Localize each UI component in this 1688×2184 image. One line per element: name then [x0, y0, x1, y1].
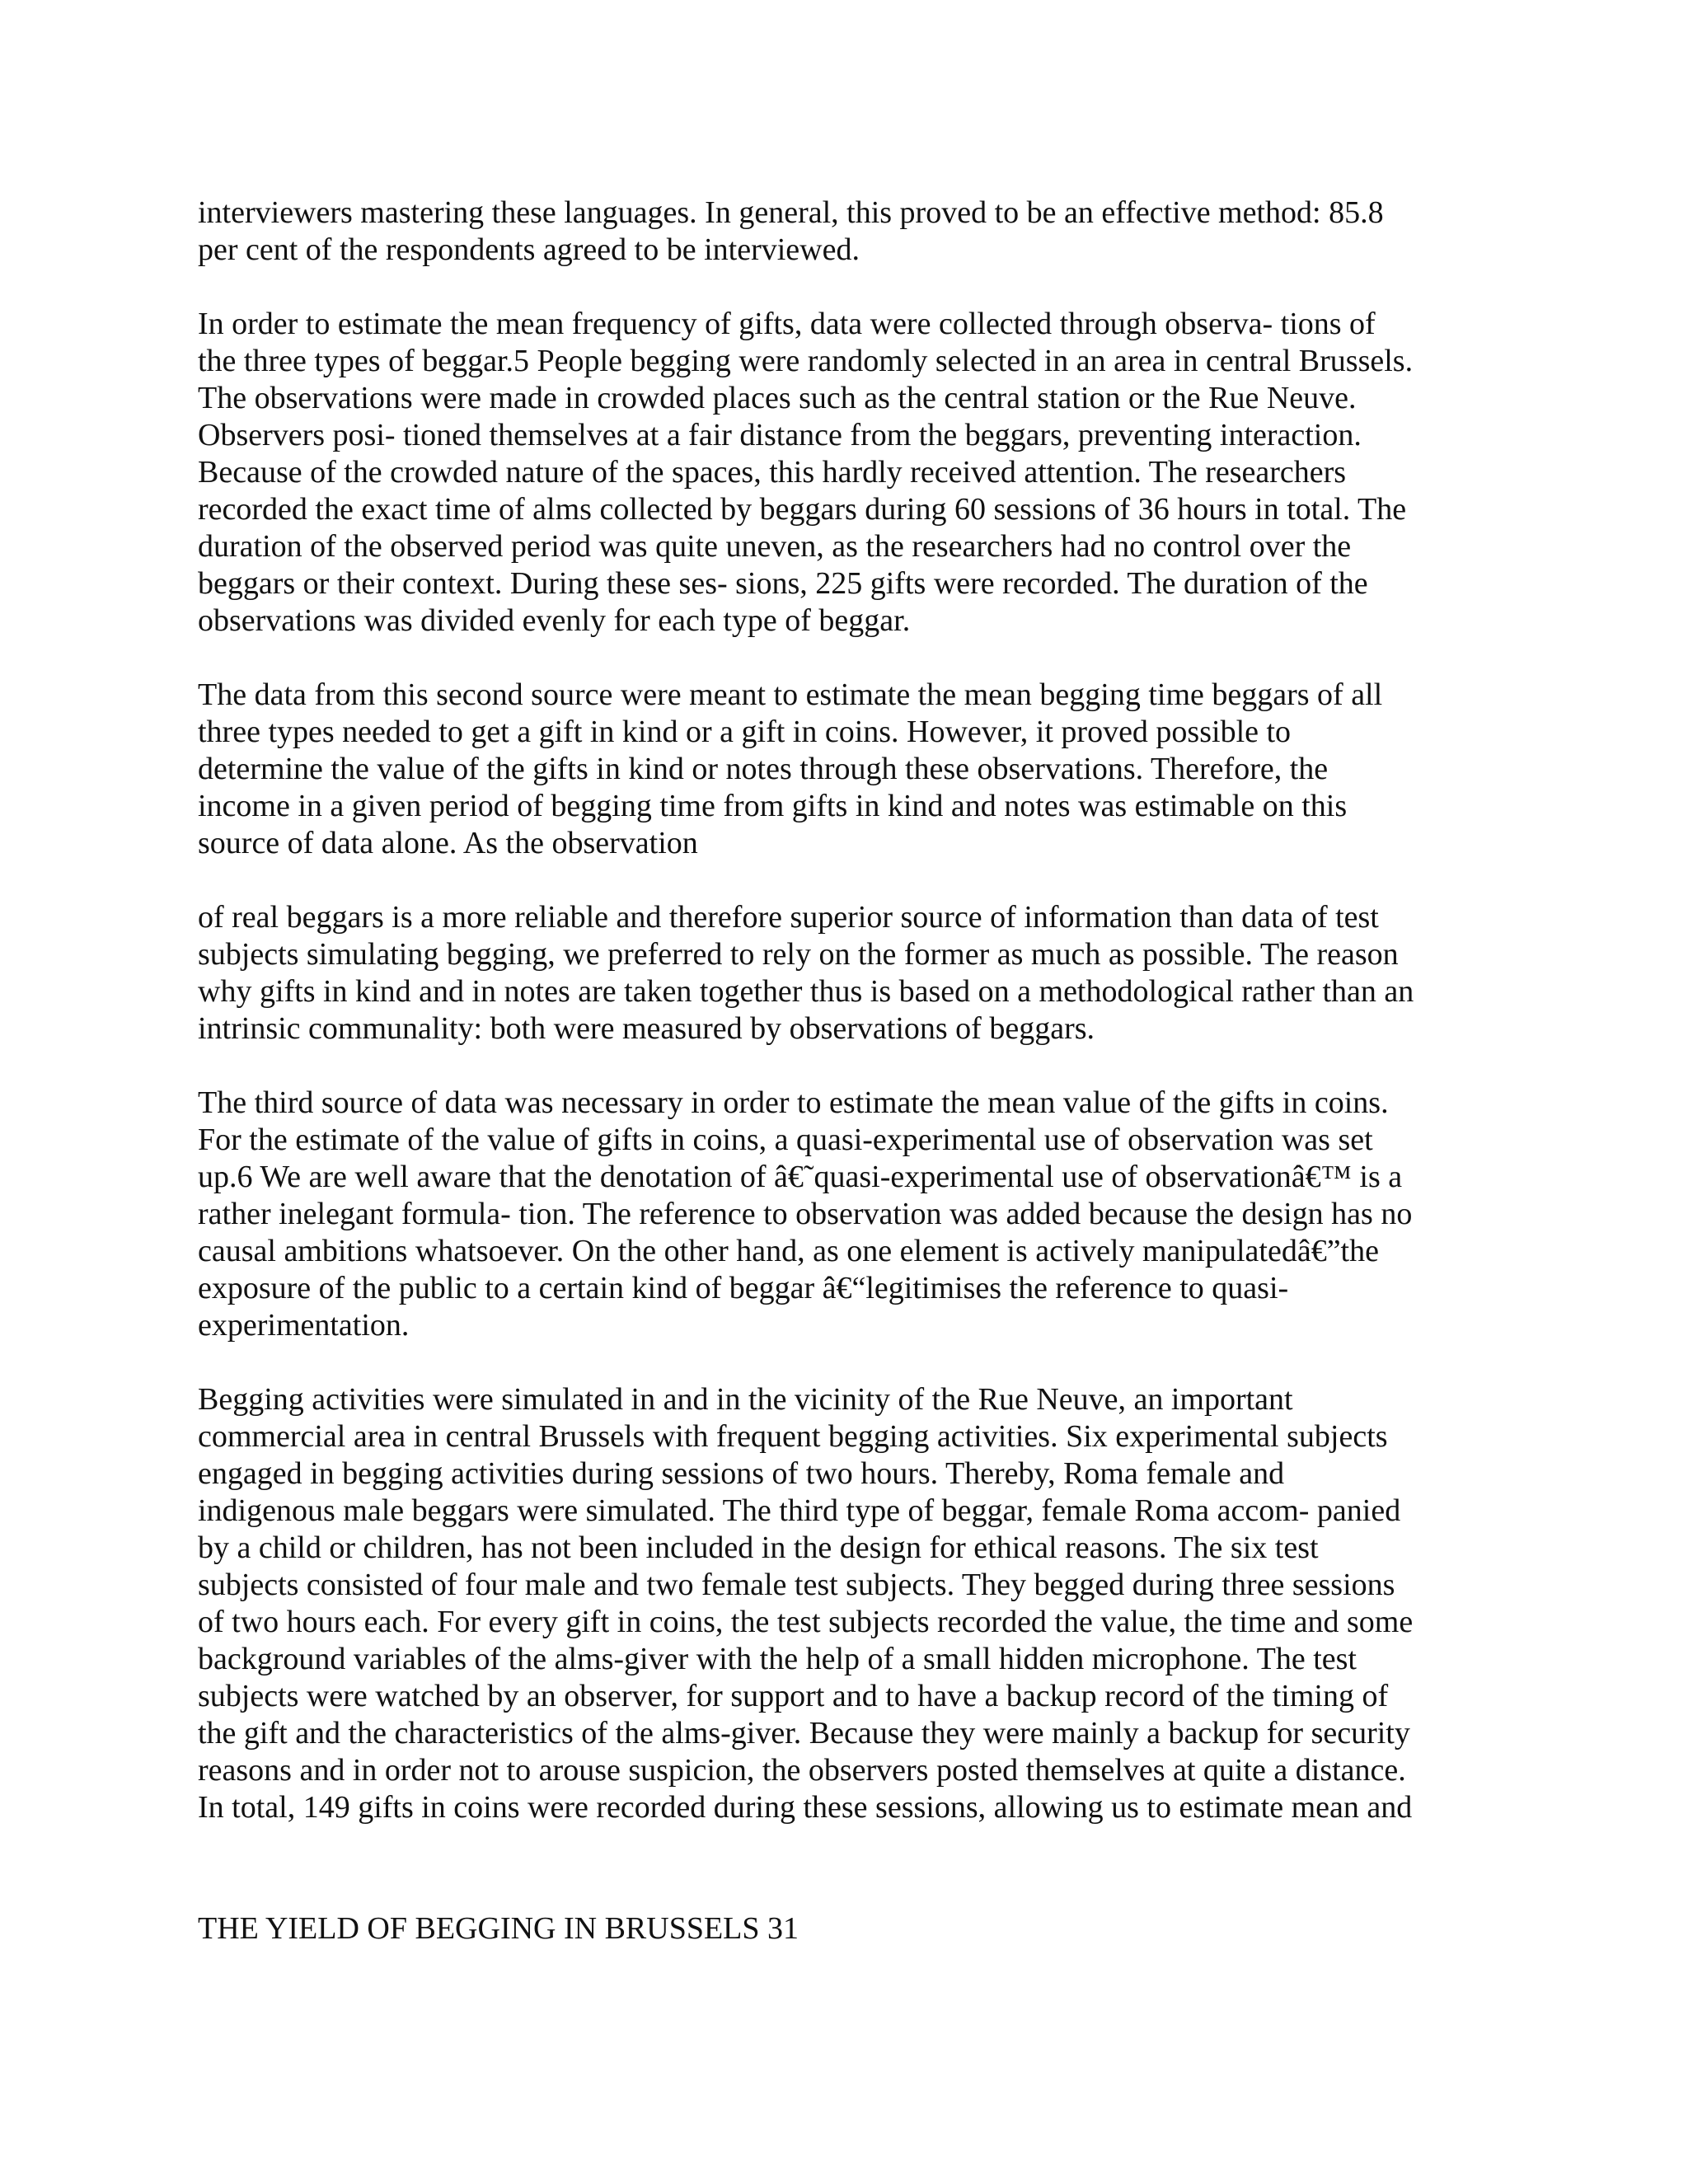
text-line: observations was divided evenly for each type of beggar. — [198, 603, 911, 638]
text-line: Observers posi- tioned themselves at a fair distance from the beggars, preventing interaction. — [198, 418, 1362, 452]
text-line: In order to estimate the mean frequency of gifts, data were collected through observa- tions of — [198, 307, 1376, 341]
paragraph — [198, 1085, 1517, 1344]
text-line: intrinsic communality: both were measured by observations of beggars. — [198, 1011, 1095, 1046]
text-line: In total, 149 gifts in coins were recorded during these sessions, allowing us to estimate mean and — [198, 1790, 1413, 1825]
paragraph — [198, 677, 1517, 862]
running-footer: THE YIELD OF BEGGING IN BRUSSELS 31 — [198, 1911, 799, 1946]
text-line: duration of the observed period was quite uneven, as the researchers had no control over the — [198, 529, 1352, 564]
text-line: the three types of beggar.5 People begging were randomly selected in an area in central Brussels. — [198, 344, 1414, 378]
text-line: engaged in begging activities during sessions of two hours. Thereby, Roma female and — [198, 1456, 1285, 1491]
text-line: determine the value of the gifts in kind or notes through these observations. Therefore, the — [198, 752, 1329, 786]
text-line: income in a given period of begging time from gifts in kind and notes was estimable on this — [198, 789, 1348, 823]
text-line: three types needed to get a gift in kind or a gift in coins. However, it proved possible to — [198, 715, 1292, 749]
paragraph — [198, 306, 1517, 640]
text-line: why gifts in kind and in notes are taken together thus is based on a methodological rather than an — [198, 974, 1414, 1009]
text-line: up.6 We are well aware that the denotation of â€˜quasi-experimental use of observationâ€™ is a — [198, 1160, 1403, 1194]
document-body — [198, 194, 1517, 1863]
text-line: For the estimate of the value of gifts in coins, a quasi-experimental use of observation was set — [198, 1122, 1373, 1157]
text-line: The third source of data was necessary in order to estimate the mean value of the gifts in coins. — [198, 1085, 1389, 1120]
text-line: subjects were watched by an observer, for support and to have a backup record of the timing of — [198, 1679, 1389, 1713]
text-line: subjects simulating begging, we preferred to rely on the former as much as possible. The reason — [198, 937, 1399, 972]
text-line: experimentation. — [198, 1308, 410, 1343]
text-line: The data from this second source were meant to estimate the mean begging time beggars of all — [198, 677, 1383, 712]
paragraph — [198, 194, 1517, 269]
text-line: the gift and the characteristics of the alms-giver. Because they were mainly a backup for security — [198, 1716, 1410, 1750]
text-line: of two hours each. For every gift in coins, the test subjects recorded the value, the time and some — [198, 1605, 1414, 1639]
text-line: recorded the exact time of alms collected by beggars during 60 sessions of 36 hours in total. The — [198, 492, 1407, 527]
text-line: reasons and in order not to arouse suspicion, the observers posted themselves at quite a distance. — [198, 1753, 1406, 1788]
text-line: source of data alone. As the observation — [198, 826, 698, 860]
text-line: background variables of the alms-giver with the help of a small hidden microphone. The test — [198, 1642, 1357, 1676]
text-line: interviewers mastering these languages. In general, this proved to be an effective method: 85.8 — [198, 195, 1384, 230]
text-line: rather inelegant formula- tion. The reference to observation was added because the design has no — [198, 1197, 1413, 1231]
text-line: subjects consisted of four male and two female test subjects. They begged during three sessions — [198, 1568, 1395, 1602]
text-line: beggars or their context. During these ses- sions, 225 gifts were recorded. The duration of the — [198, 566, 1368, 601]
paragraph — [198, 899, 1517, 1047]
paragraph — [198, 1381, 1517, 1826]
text-line: by a child or children, has not been included in the design for ethical reasons. The six test — [198, 1530, 1319, 1565]
text-line: of real beggars is a more reliable and therefore superior source of information than data of test — [198, 900, 1379, 935]
text-line: per cent of the respondents agreed to be interviewed. — [198, 232, 860, 267]
text-line: Because of the crowded nature of the spaces, this hardly received attention. The researchers — [198, 455, 1347, 490]
text-line: indigenous male beggars were simulated. The third type of beggar, female Roma accom- panied — [198, 1493, 1401, 1528]
text-line: The observations were made in crowded places such as the central station or the Rue Neuve. — [198, 381, 1357, 415]
text-line: causal ambitions whatsoever. On the other hand, as one element is actively manipulatedâ€”the — [198, 1234, 1379, 1268]
text-line: Begging activities were simulated in and in the vicinity of the Rue Neuve, an important — [198, 1382, 1293, 1417]
text-line: commercial area in central Brussels with frequent begging activities. Six experimental subjects — [198, 1419, 1388, 1454]
text-line: exposure of the public to a certain kind of beggar â€“legitimises the reference to quasi- — [198, 1271, 1289, 1305]
